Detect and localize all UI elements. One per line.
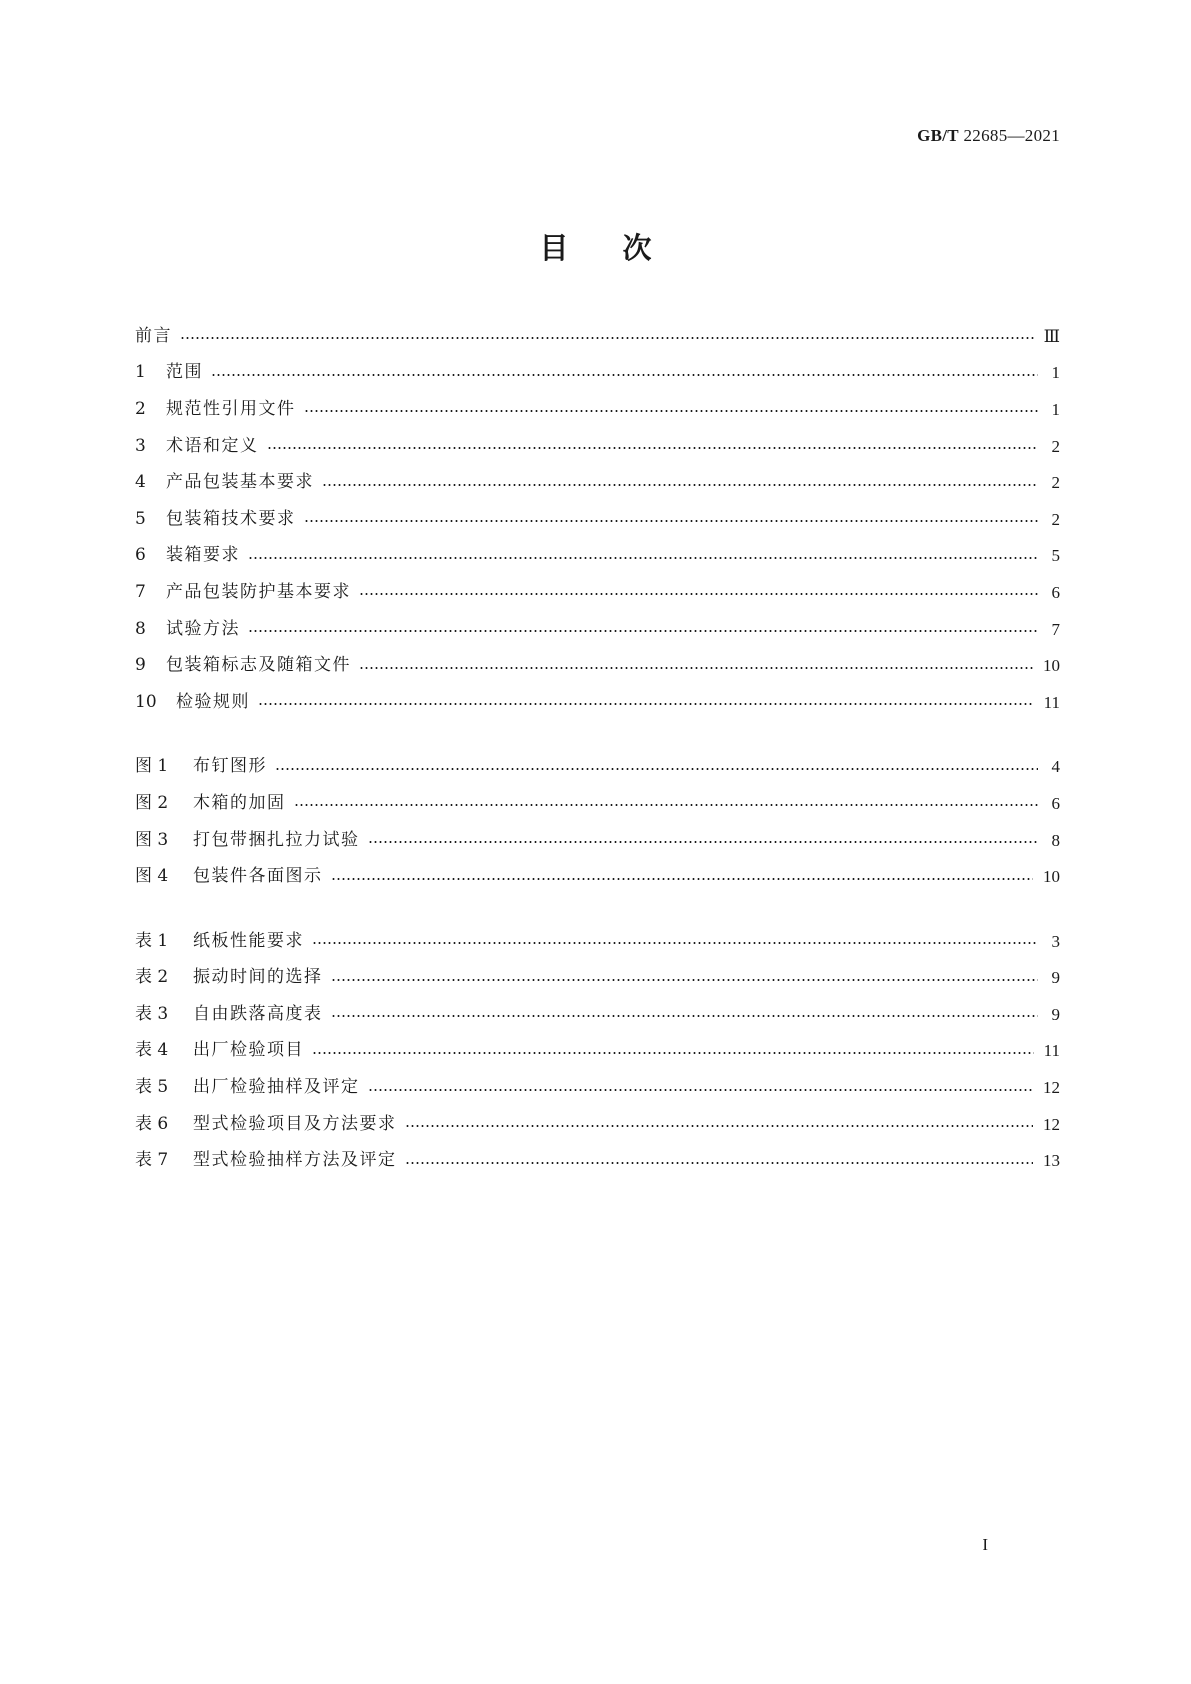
dot-leader xyxy=(405,1125,1034,1127)
dot-leader xyxy=(331,1015,1039,1017)
toc-entry-label: 型式检验项目及方法要求 xyxy=(193,1113,397,1134)
toc-entry-page: 5 xyxy=(1051,546,1060,566)
toc-entry-number: 6 xyxy=(135,545,146,566)
dot-leader xyxy=(331,979,1039,981)
toc-entry-number: 2 xyxy=(135,398,146,419)
toc-entry-label: 产品包装基本要求 xyxy=(166,472,314,493)
toc-entry-page: 3 xyxy=(1051,931,1060,951)
toc-entry[interactable] xyxy=(135,318,1060,355)
toc-entry[interactable] xyxy=(135,611,1060,648)
dot-leader xyxy=(211,374,1038,376)
dot-leader xyxy=(331,878,1034,880)
page-title: 目次 xyxy=(539,231,706,265)
toc-entry-page: 2 xyxy=(1051,473,1060,493)
toc-entry-number: 表 2 xyxy=(135,967,169,988)
toc-entry-page: 1 xyxy=(1051,363,1060,383)
toc-entry-page: Ⅲ xyxy=(1043,326,1060,346)
toc-entry-page: 10 xyxy=(1043,656,1060,676)
toc-entry-label: 自由跌落高度表 xyxy=(193,1003,323,1024)
toc-entry-number: 表 6 xyxy=(135,1113,169,1134)
dot-leader xyxy=(312,1052,1034,1054)
toc-entry-number: 9 xyxy=(135,655,146,676)
toc-tables xyxy=(135,923,1060,1179)
dot-leader xyxy=(359,593,1038,595)
toc-entry[interactable] xyxy=(135,785,1060,822)
toc-entry-label: 出厂检验抽样及评定 xyxy=(193,1077,360,1098)
toc-entry-label: 型式检验抽样方法及评定 xyxy=(193,1150,397,1171)
dot-leader xyxy=(368,841,1039,843)
toc-entry-page: 13 xyxy=(1043,1151,1060,1171)
toc-entry-number: 8 xyxy=(135,618,146,639)
toc-entry-page: 9 xyxy=(1051,968,1060,988)
toc-entry-page: 12 xyxy=(1043,1078,1060,1098)
toc-entry[interactable] xyxy=(135,355,1060,392)
toc-entry-label: 振动时间的选择 xyxy=(193,967,323,988)
toc-entry[interactable] xyxy=(135,501,1060,538)
toc-entry-label: 打包带捆扎拉力试验 xyxy=(193,829,360,850)
toc-entry-number: 表 7 xyxy=(135,1150,169,1171)
toc-entry-label: 纸板性能要求 xyxy=(193,930,304,951)
toc-entry[interactable] xyxy=(135,858,1060,895)
toc-entry-page: 2 xyxy=(1051,509,1060,529)
toc-entry-label: 包装箱标志及随箱文件 xyxy=(166,655,351,676)
toc-entry[interactable] xyxy=(135,391,1060,428)
toc-entry-number: 7 xyxy=(135,581,146,602)
dot-leader xyxy=(368,1089,1034,1091)
toc-entry-number: 表 3 xyxy=(135,1003,169,1024)
toc-entry[interactable] xyxy=(135,428,1060,465)
dot-leader xyxy=(267,447,1039,449)
dot-leader xyxy=(304,410,1039,412)
toc-entry[interactable] xyxy=(135,1106,1060,1143)
toc-entry[interactable] xyxy=(135,1033,1060,1070)
dot-leader xyxy=(180,337,1034,339)
table-of-contents xyxy=(135,318,1060,1207)
toc-entry-page: 11 xyxy=(1043,1041,1060,1061)
toc-entry-label: 范围 xyxy=(166,362,203,383)
dot-leader xyxy=(248,557,1038,559)
toc-entry-label: 试验方法 xyxy=(166,618,240,639)
toc-sections xyxy=(135,318,1060,721)
dot-leader xyxy=(405,1162,1034,1164)
standard-number: 22685—2021 xyxy=(963,126,1060,145)
toc-entry-number: 图 3 xyxy=(135,829,169,850)
dot-leader xyxy=(248,630,1038,632)
toc-entry-label: 术语和定义 xyxy=(166,435,259,456)
toc-entry-number: 1 xyxy=(135,362,146,383)
toc-entry-page: 4 xyxy=(1051,757,1060,777)
toc-entry[interactable] xyxy=(135,538,1060,575)
toc-figures xyxy=(135,749,1060,895)
toc-entry-label: 产品包装防护基本要求 xyxy=(166,581,351,602)
toc-entry-label: 出厂检验项目 xyxy=(193,1040,304,1061)
toc-entry-page: 9 xyxy=(1051,1004,1060,1024)
dot-leader xyxy=(304,520,1039,522)
toc-entry-label: 装箱要求 xyxy=(166,545,240,566)
toc-entry-number: 3 xyxy=(135,435,146,456)
toc-entry-page: 12 xyxy=(1043,1114,1060,1134)
toc-entry[interactable] xyxy=(135,684,1060,721)
toc-entry-label: 包装箱技术要求 xyxy=(166,508,296,529)
standard-prefix: GB/T xyxy=(917,126,959,145)
toc-entry-page: 6 xyxy=(1051,793,1060,813)
toc-entry-page: 1 xyxy=(1051,399,1060,419)
toc-entry-label: 检验规则 xyxy=(176,691,250,712)
dot-leader xyxy=(294,804,1039,806)
toc-entry[interactable] xyxy=(135,1142,1060,1179)
toc-entry[interactable] xyxy=(135,574,1060,611)
toc-entry[interactable] xyxy=(135,923,1060,960)
toc-entry[interactable] xyxy=(135,1069,1060,1106)
dot-leader xyxy=(312,942,1038,944)
dot-leader xyxy=(322,484,1038,486)
toc-entry-page: 11 xyxy=(1043,692,1060,712)
dot-leader xyxy=(258,703,1034,705)
toc-entry-number: 4 xyxy=(135,472,146,493)
toc-entry-number: 图 4 xyxy=(135,866,169,887)
toc-entry[interactable] xyxy=(135,960,1060,997)
toc-entry-number: 10 xyxy=(135,691,157,712)
toc-entry-label: 前言 xyxy=(135,325,172,346)
toc-entry-label: 木箱的加固 xyxy=(193,792,286,813)
dot-leader xyxy=(275,768,1038,770)
toc-entry-label: 布钉图形 xyxy=(193,756,267,777)
toc-entry-number: 表 1 xyxy=(135,930,169,951)
toc-entry[interactable] xyxy=(135,996,1060,1033)
toc-entry-number: 表 5 xyxy=(135,1077,169,1098)
toc-entry[interactable] xyxy=(135,749,1060,786)
toc-entry-number: 5 xyxy=(135,508,146,529)
toc-entry-number: 图 2 xyxy=(135,792,169,813)
standard-code xyxy=(917,126,1060,146)
toc-entry[interactable] xyxy=(135,464,1060,501)
toc-entry-page: 7 xyxy=(1051,619,1060,639)
toc-entry-label: 规范性引用文件 xyxy=(166,398,296,419)
toc-entry[interactable] xyxy=(135,822,1060,859)
toc-entry-page: 8 xyxy=(1051,830,1060,850)
toc-entry-page: 10 xyxy=(1043,867,1060,887)
page-number: I xyxy=(982,1535,988,1554)
toc-entry[interactable] xyxy=(135,647,1060,684)
toc-entry-page: 6 xyxy=(1051,582,1060,602)
toc-entry-label: 包装件各面图示 xyxy=(193,866,323,887)
toc-entry-number: 图 1 xyxy=(135,756,169,777)
dot-leader xyxy=(359,667,1033,669)
toc-entry-number: 表 4 xyxy=(135,1040,169,1061)
toc-entry-page: 2 xyxy=(1051,436,1060,456)
